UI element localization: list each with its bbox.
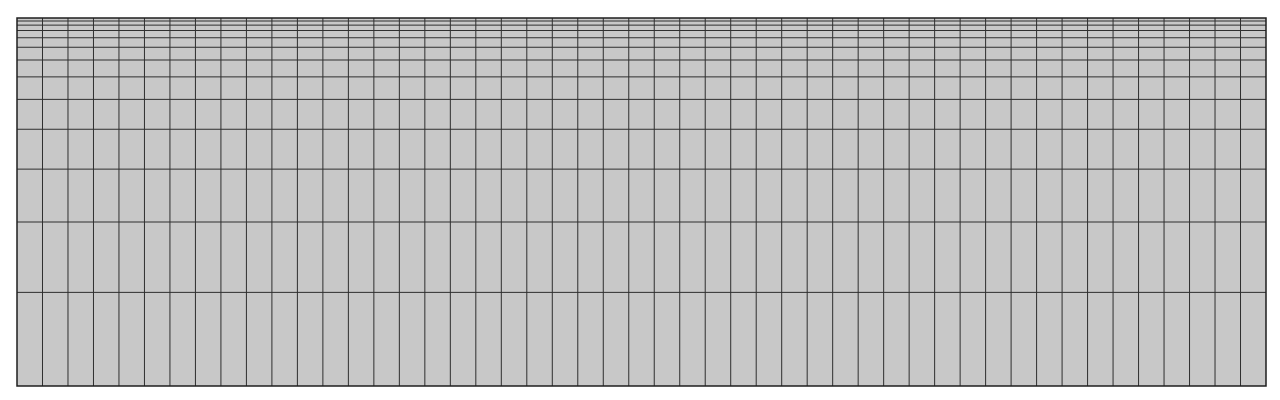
mesh-grid bbox=[17, 18, 1266, 386]
mesh-domain bbox=[17, 18, 1266, 386]
